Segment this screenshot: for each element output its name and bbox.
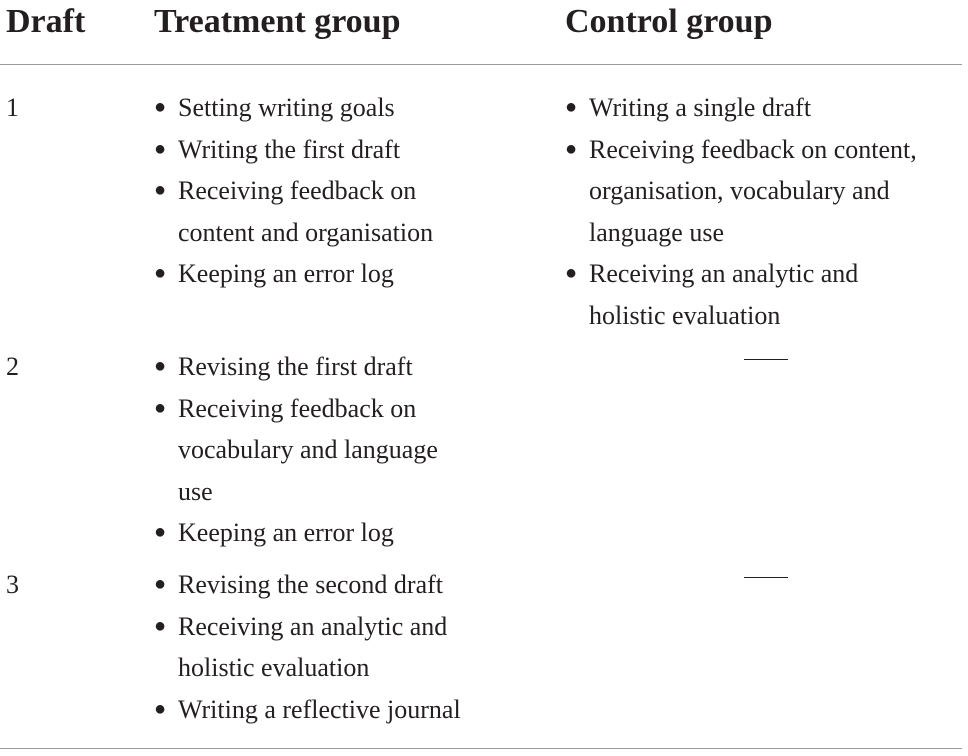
control-list bbox=[565, 87, 960, 337]
bullet-icon: ● bbox=[154, 262, 167, 285]
header-draft: Draft bbox=[6, 3, 86, 40]
bullet-icon: ● bbox=[154, 573, 167, 595]
empty-cell-dash bbox=[744, 576, 788, 578]
list-item: ● Writing a single draft bbox=[565, 87, 960, 129]
bullet-icon: ● bbox=[565, 137, 578, 160]
treatment-list bbox=[154, 87, 534, 295]
list-item: ● Keeping an error log bbox=[154, 512, 534, 554]
table-bottom-rule bbox=[0, 748, 962, 749]
list-item: ● Receiving an analytic and holistic evaluation bbox=[565, 253, 899, 336]
bullet-icon: ● bbox=[565, 262, 578, 285]
list-item: ● Receiving feedback on content and organisation bbox=[154, 170, 488, 253]
list-item: ● Writing the first draft bbox=[154, 129, 534, 171]
bullet-icon: ● bbox=[154, 179, 167, 202]
header-treatment-group: Treatment group bbox=[154, 3, 401, 40]
bullet-icon: ● bbox=[154, 614, 167, 637]
bullet-icon: ● bbox=[154, 697, 167, 720]
bullet-icon: ● bbox=[154, 355, 167, 377]
list-item: ● Receiving an analytic and holistic evaluation bbox=[154, 606, 508, 689]
bullet-icon: ● bbox=[154, 96, 167, 118]
list-item: ● Revising the second draft bbox=[154, 564, 534, 606]
bullet-icon: ● bbox=[565, 96, 578, 118]
header-control-group: Control group bbox=[565, 3, 773, 40]
empty-cell-dash bbox=[744, 358, 788, 360]
draft-number: 2 bbox=[6, 352, 19, 381]
bullet-icon: ● bbox=[154, 521, 167, 544]
bullet-icon: ● bbox=[154, 137, 167, 160]
header-divider bbox=[0, 64, 962, 65]
bullet-icon: ● bbox=[154, 396, 167, 419]
list-item: ● Receiving feedback on content, organisation, vocabulary and language use bbox=[565, 129, 949, 254]
list-item: ● Receiving feedback on vocabulary and language use bbox=[154, 388, 478, 513]
treatment-list bbox=[154, 564, 534, 730]
list-item: ● Keeping an error log bbox=[154, 253, 534, 295]
draft-number: 3 bbox=[6, 570, 19, 599]
table-header bbox=[0, 0, 962, 64]
list-item: ● Revising the first draft bbox=[154, 346, 534, 388]
list-item: ● Writing a reflective journal bbox=[154, 689, 534, 731]
treatment-list bbox=[154, 346, 534, 554]
list-item: ● Setting writing goals bbox=[154, 87, 534, 129]
draft-number: 1 bbox=[6, 93, 19, 122]
